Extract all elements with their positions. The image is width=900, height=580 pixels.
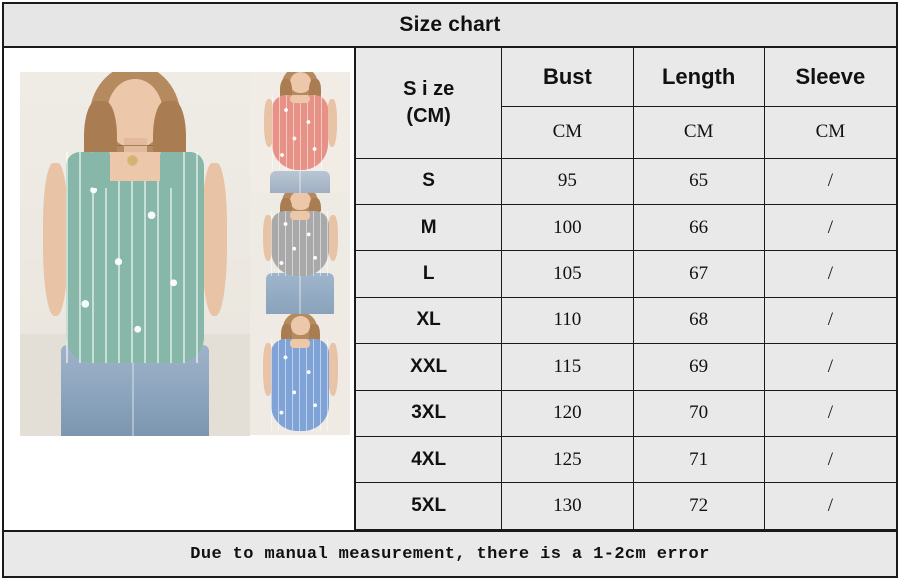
cell-size: XXL: [356, 344, 502, 390]
product-thumbnail-blue[interactable]: [250, 314, 350, 435]
table-row: [356, 251, 896, 297]
header-size-line1: S i ze: [403, 77, 455, 100]
cell-bust: 105: [502, 251, 633, 297]
table-row: [356, 297, 896, 343]
cell-length: 66: [633, 204, 764, 250]
measurement-note: Due to manual measurement, there is a 1-2cm error: [190, 544, 710, 564]
garment-body-grey: [271, 211, 329, 276]
thumbnail-illustration-grey: [250, 193, 350, 314]
table-header-row: [356, 48, 896, 107]
table-row: [356, 483, 896, 530]
cell-bust: 110: [502, 297, 633, 343]
cell-size: L: [356, 251, 502, 297]
unit-length: CM: [633, 107, 764, 158]
cell-length: 69: [633, 344, 764, 390]
cell-length: 65: [633, 158, 764, 204]
cell-length: 70: [633, 390, 764, 436]
size-table: [356, 48, 896, 530]
unit-sleeve: CM: [764, 107, 896, 158]
product-image-pane: [4, 48, 356, 530]
size-table-pane: [356, 48, 896, 530]
cell-size: S: [356, 158, 502, 204]
product-main-image[interactable]: [20, 72, 250, 436]
cell-sleeve: /: [764, 344, 896, 390]
cell-size: XL: [356, 297, 502, 343]
garment-body-pink: [272, 95, 328, 170]
cell-length: 68: [633, 297, 764, 343]
table-row: [356, 204, 896, 250]
thumbnail-illustration-pink: [250, 72, 350, 193]
cell-length: 72: [633, 483, 764, 530]
cell-sleeve: /: [764, 204, 896, 250]
product-thumbnail-list: [250, 72, 350, 436]
cell-size: 4XL: [356, 437, 502, 483]
table-row: [356, 344, 896, 390]
cell-sleeve: /: [764, 251, 896, 297]
table-row: [356, 437, 896, 483]
size-chart-frame: [2, 2, 898, 578]
cell-sleeve: /: [764, 437, 896, 483]
cell-bust: 100: [502, 204, 633, 250]
thumbnail-illustration-blue: [250, 314, 350, 435]
cell-sleeve: /: [764, 483, 896, 530]
main-image-illustration: [20, 72, 250, 436]
table-row: [356, 158, 896, 204]
table-row: [356, 390, 896, 436]
footer-bar: [4, 530, 896, 576]
product-thumbnail-pink[interactable]: [250, 72, 350, 193]
product-thumbnail-grey[interactable]: [250, 193, 350, 314]
cell-bust: 95: [502, 158, 633, 204]
cell-size: 5XL: [356, 483, 502, 530]
cell-bust: 120: [502, 390, 633, 436]
garment-body: [66, 152, 204, 363]
cell-sleeve: /: [764, 390, 896, 436]
unit-bust: CM: [502, 107, 633, 158]
page-title: Size chart: [399, 13, 501, 36]
cell-length: 71: [633, 437, 764, 483]
garment-body-blue: [271, 339, 329, 431]
header-size-line2: (CM): [406, 104, 451, 127]
cell-size: 3XL: [356, 390, 502, 436]
header-length: Length: [633, 48, 764, 107]
title-bar: [4, 4, 896, 48]
header-size: [356, 48, 502, 158]
header-bust: Bust: [502, 48, 633, 107]
cell-sleeve: /: [764, 158, 896, 204]
content-row: [4, 48, 896, 530]
header-sleeve: Sleeve: [764, 48, 896, 107]
cell-size: M: [356, 204, 502, 250]
cell-sleeve: /: [764, 297, 896, 343]
cell-bust: 125: [502, 437, 633, 483]
cell-length: 67: [633, 251, 764, 297]
cell-bust: 115: [502, 344, 633, 390]
cell-bust: 130: [502, 483, 633, 530]
